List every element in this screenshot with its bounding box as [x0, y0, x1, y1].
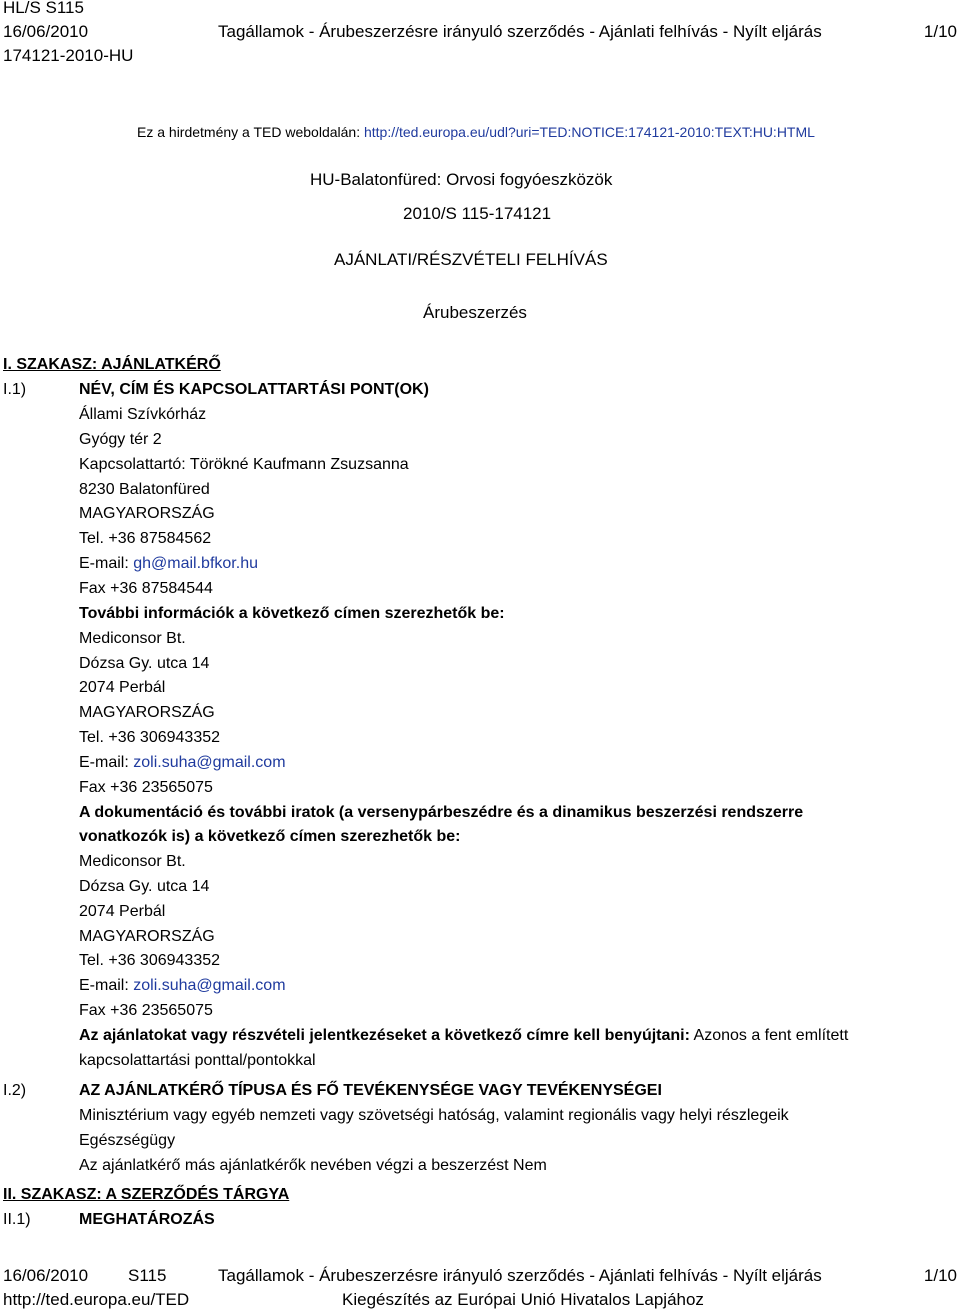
org-country: MAGYARORSZÁG — [79, 505, 215, 522]
info-tel: Tel. +36 306943352 — [79, 729, 221, 746]
section-2-1-title: MEGHATÁROZÁS — [79, 1211, 215, 1228]
header-title: Tagállamok - Árubeszerzésre irányuló szerződés - Ajánlati felhívás - Nyílt eljárás — [218, 22, 822, 41]
info-city: 2074 Perbál — [79, 679, 166, 696]
header-doc-id: 174121-2010-HU — [3, 46, 134, 65]
submit-label: Az ajánlatokat vagy részvételi jelentkezéseket a következő címre kell benyújtani: — [79, 1027, 690, 1044]
doc-street: Dózsa Gy. utca 14 — [79, 878, 210, 895]
org-tel: Tel. +36 87584562 — [79, 530, 212, 547]
info-org: Mediconsor Bt. — [79, 630, 186, 647]
footer-url[interactable]: http://ted.europa.eu/TED — [3, 1290, 190, 1309]
section-2-title: II. SZAKASZ: A SZERZŐDÉS TÁRGYA — [3, 1186, 290, 1203]
header-date: 16/06/2010 — [3, 22, 89, 41]
ted-notice-prefix: Ez a hirdetmény a TED weboldalán: — [137, 124, 364, 140]
info-country: MAGYARORSZÁG — [79, 704, 215, 721]
info-title: További információk a következő címen szerezhetők be: — [79, 605, 505, 622]
main-activity: Egészségügy — [79, 1132, 176, 1149]
notice-number: 2010/S 115-174121 — [403, 204, 552, 223]
section-1-2-title: AZ AJÁNLATKÉRŐ TÍPUSA ÉS FŐ TEVÉKENYSÉGE VAGY TEVÉKENYSÉGEI — [79, 1082, 662, 1099]
section-1-1-title: NÉV, CÍM ÉS KAPCSOLATTARTÁSI PONT(OK) — [79, 381, 429, 398]
footer-date: 16/06/2010 — [3, 1266, 89, 1285]
authority-type: Minisztérium vagy egyéb nemzeti vagy szövetségi hatóság, valamint regionális vagy helyi részlegeik — [79, 1107, 789, 1124]
footer-page: 1/10 — [923, 1266, 957, 1285]
org-street: Gyógy tér 2 — [79, 431, 162, 448]
footer-series: S115 — [128, 1266, 167, 1285]
doc-org: Mediconsor Bt. — [79, 853, 186, 870]
doc-title-line-2: vonatkozók is) a következő címen szerezhetők be: — [79, 828, 461, 845]
notice-subtype: Árubeszerzés — [423, 303, 527, 322]
org-fax: Fax +36 87584544 — [79, 580, 213, 597]
org-name: Állami Szívkórház — [79, 406, 207, 423]
doc-fax: Fax +36 23565075 — [79, 1002, 213, 1019]
info-email-link[interactable]: zoli.suha@gmail.com — [133, 754, 286, 771]
on-behalf: Az ajánlatkérő más ajánlatkérők nevében végzi a beszerzést Nem — [79, 1157, 547, 1174]
org-email-link[interactable]: gh@mail.bfkor.hu — [133, 555, 258, 572]
info-fax: Fax +36 23565075 — [79, 779, 213, 796]
doc-title-line-1: A dokumentáció és további iratok (a versenypárbeszédre és a dinamikus beszerzési rendszerre — [79, 804, 804, 821]
doc-country: MAGYARORSZÁG — [79, 928, 215, 945]
notice-place: HU-Balatonfüred: Orvosi fogyóeszközök — [310, 170, 613, 189]
submit-value: Azonos a fent említett — [689, 1027, 849, 1044]
ted-notice-link[interactable]: http://ted.europa.eu/udl?uri=TED:NOTICE:174121-2010:TEXT:HU:HTML — [363, 124, 815, 140]
doc-email-link[interactable]: zoli.suha@gmail.com — [133, 977, 286, 994]
section-1-2-number: I.2) — [3, 1082, 27, 1099]
submit-line-2: kapcsolattartási ponttal/pontokkal — [79, 1052, 316, 1069]
doc-tel: Tel. +36 306943352 — [79, 952, 221, 969]
doc-email-label: E-mail: — [79, 977, 134, 994]
section-2-1-number: II.1) — [3, 1211, 31, 1228]
info-street: Dózsa Gy. utca 14 — [79, 655, 210, 672]
footer-supplement: Kiegészítés az Európai Unió Hivatalos Lapjához — [342, 1290, 704, 1309]
org-city: 8230 Balatonfüred — [79, 481, 210, 498]
info-email — [79, 753, 286, 773]
submit-line-1 — [79, 1026, 848, 1046]
info-email-label: E-mail: — [79, 754, 134, 771]
header-page: 1/10 — [923, 22, 957, 41]
ted-notice — [137, 124, 815, 140]
footer-title: Tagállamok - Árubeszerzésre irányuló szerződés - Ajánlati felhívás - Nyílt eljárás — [218, 1266, 822, 1285]
doc-email — [79, 976, 286, 996]
header-series: HL/S S115 — [3, 0, 84, 17]
section-1-title: I. SZAKASZ: AJÁNLATKÉRŐ — [3, 356, 221, 373]
org-email-label: E-mail: — [79, 555, 134, 572]
notice-type: AJÁNLATI/RÉSZVÉTELI FELHÍVÁS — [334, 250, 608, 269]
org-email — [79, 554, 258, 574]
section-1-1-number: I.1) — [3, 381, 27, 398]
doc-city: 2074 Perbál — [79, 903, 166, 920]
org-contact: Kapcsolattartó: Törökné Kaufmann Zsuzsanna — [79, 456, 409, 473]
